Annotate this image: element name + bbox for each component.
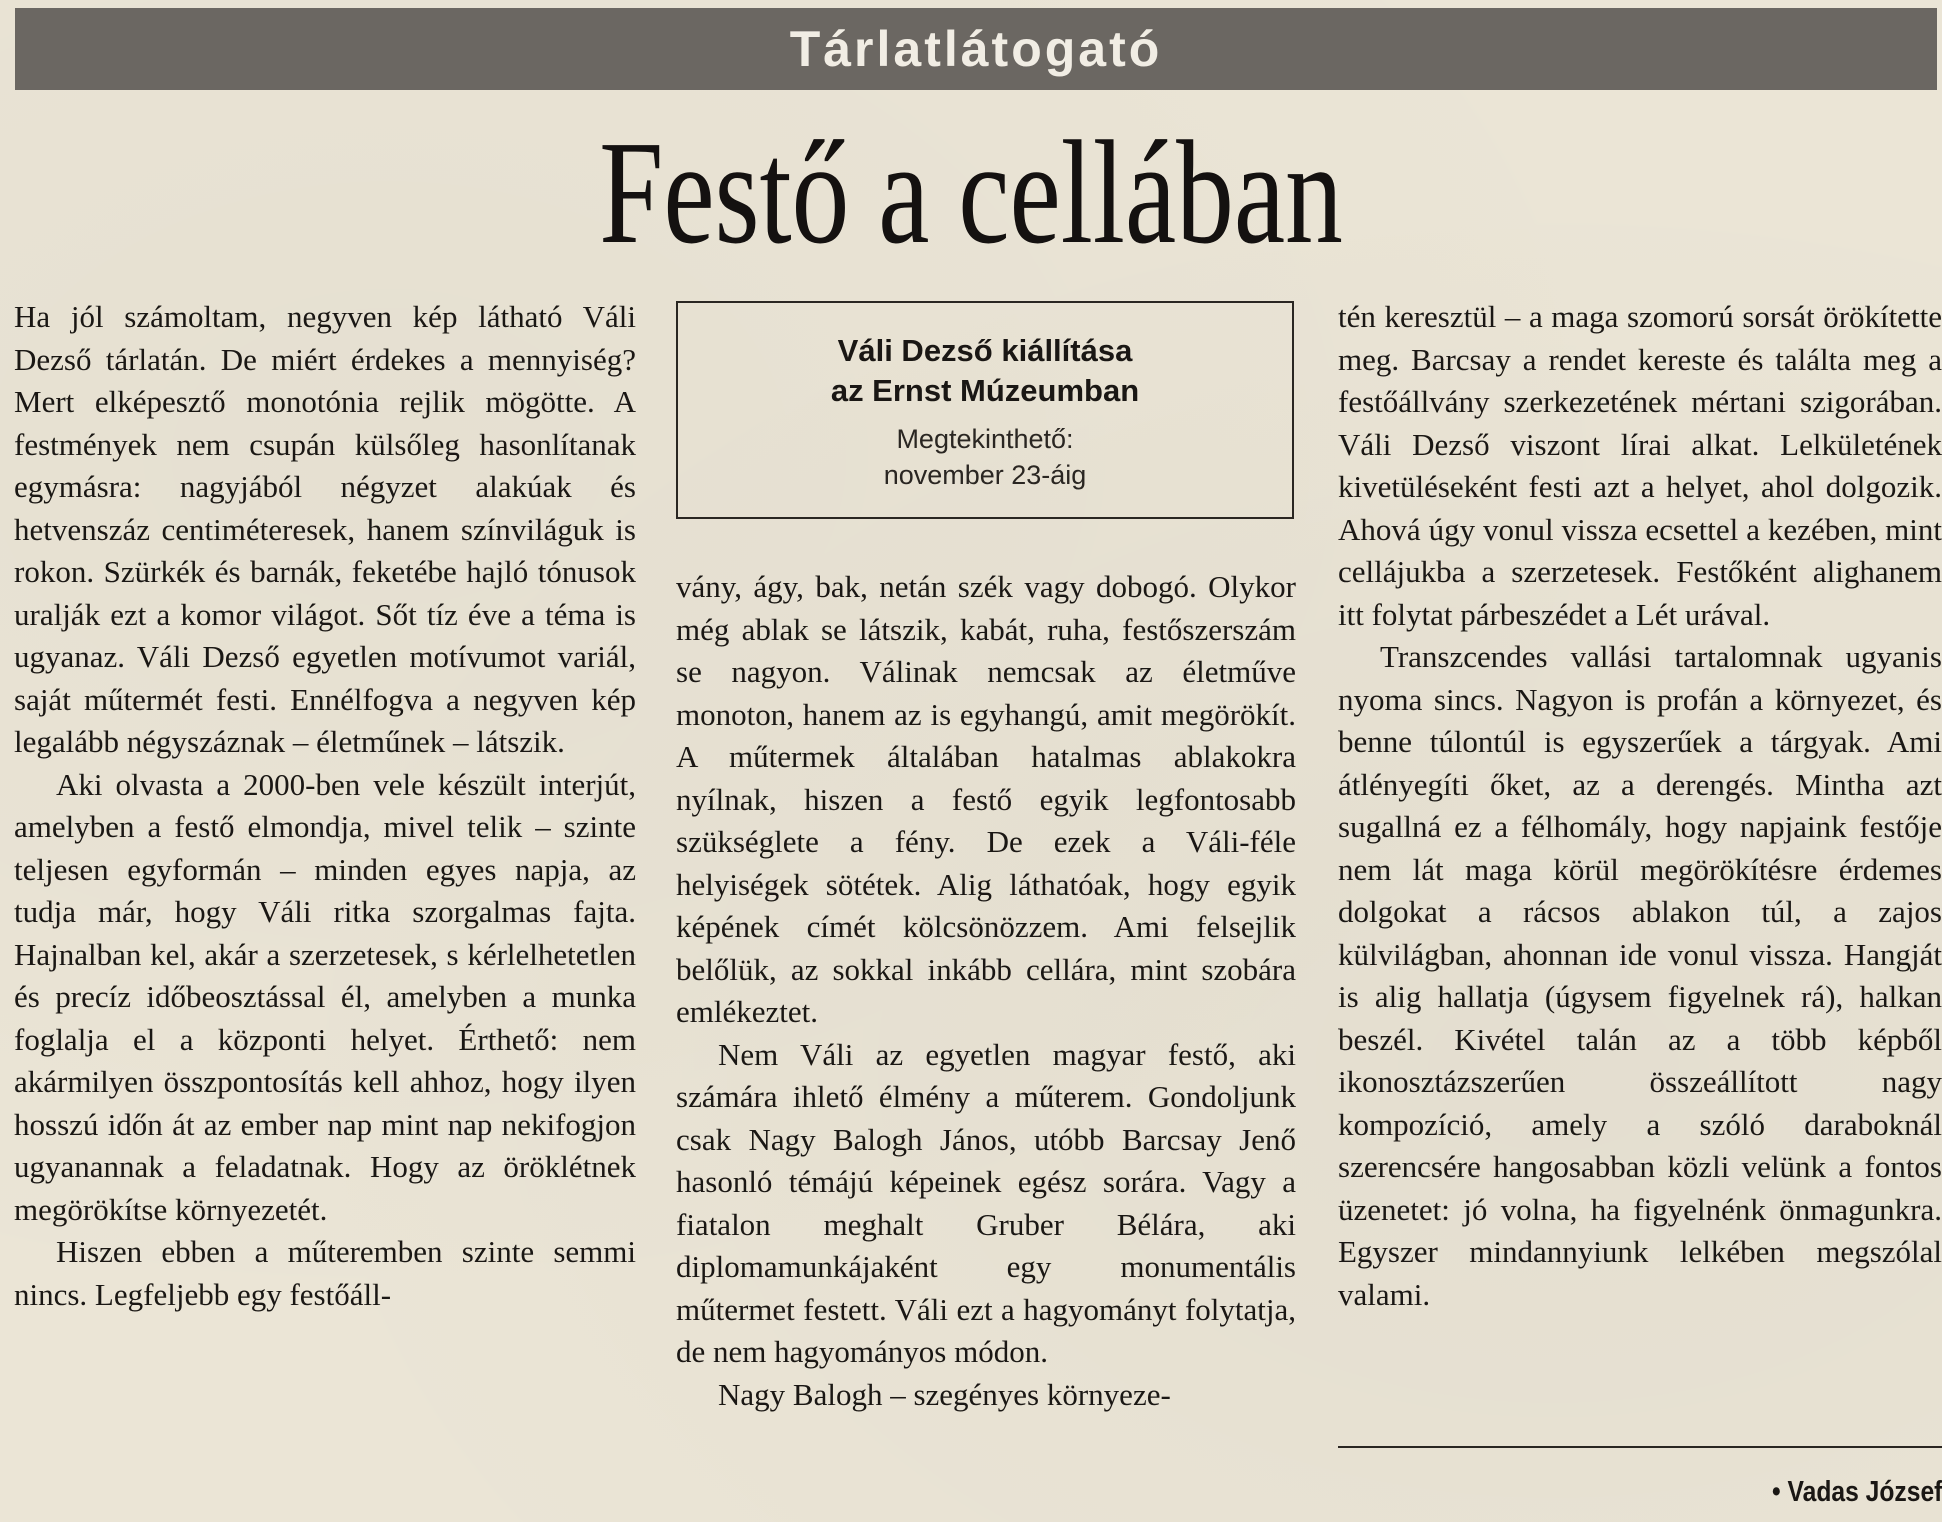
paragraph: Hiszen ebben a műteremben szinte semmi nincs. Legfeljebb egy festőáll-: [14, 1234, 636, 1312]
paragraph: vány, ágy, bak, netán szék vagy dobogó. Olykor még ablak se látszik, kabát, ruha, festőszerszám se nagyon. Válinak nemcsak az életműve monoton, hanem az is egyhangú, amit megörökít. A műtermek általában hatalmas ablakokra nyílnak, hiszen a festő egyik legfontosabb szükséglete a fény. De ezek a Váli-féle helyiségek sötétek. Alig láthatóak, hogy egyik képének címét kölcsönözzem. Ami felsejlik belőlük, az sokkal inkább cellára, mint szobára emlékeztet.: [676, 569, 1296, 1029]
info-box-dates: [678, 421, 1292, 493]
info-box-title-line: Váli Dezső kiállítása: [837, 333, 1133, 368]
paragraph: Aki olvasta a 2000-ben vele készült interjút, amelyben a festő elmondja, mivel telik – szinte teljesen egyformán – minden egyes napja, az tudja már, hogy Váli ritka szorgalmas fajta. Hajnalban kel, akár a szerzetesek, s kérlelhetetlen és precíz időbeosztással él, amelyben a munka foglalja el a központi helyet. Érthető: nem akármilyen összpontosítás kell ahhoz, hogy ilyen hosszú időn át az ember nap mint nap nekifogjon ugyanannak a feladatnak. Hogy az öröklétnek megörökítse környezetét.: [14, 766, 636, 1227]
paragraph: Ha jól számoltam, negyven kép látható Váli Dezső tárlatán. De miért érdekes a mennyiség? Mert elképesztő monotónia rejlik mögötte. A festmények nem csupán külsőleg hasonlítanak egymásra: nagyjából négyzet alakúak és hetvenszáz centiméteresek, hanem színviláguk is rokon. Szürkék és barnák, feketébe hajló tónusok uralják ezt a komor világot. Sőt tíz éve a téma is ugyanaz. Váli Dezső egyetlen motívumot variál, saját műtermét festi. Ennélfogva a negyven kép legalább négyszáznak – életműnek – látszik.: [14, 299, 636, 759]
section-banner: [15, 8, 1937, 90]
info-box-title-line: az Ernst Múzeumban: [830, 373, 1140, 408]
section-label: Tárlatlátogató: [789, 21, 1163, 77]
paragraph: Nagy Balogh – szegényes környeze-: [718, 1376, 1171, 1412]
paragraph: tén keresztül – a maga szomorú sorsát örökítette meg. Barcsay a rendet kereste és találta meg a festőállvány szerkezetének mértani szigorában. Váli Dezső viszont lírai alkat. Lelkületének kivetüléseként festi azt a helyet, ahol dolgozik. Ahová úgy vonul vissza ecsettel a kezében, mint cellájukba a szerzetesek. Festőként alighanem itt folytat párbeszédet a Lét urával.: [1338, 299, 1942, 632]
paragraph: Transzcendes vallási tartalomnak ugyanis nyoma sincs. Nagyon is profán a környezet, és benne túlontúl is egyszerűek a tárgyak. Ami átlényegíti őket, az a derengés. Mintha azt sugallná ez a félhomály, hogy napjaink festője nem lát maga körül megörökítésre érdemes dolgokat a rácsos ablakon túl, a zajos külvilágban, ahonnan ide vonul vissza. Hangját is alig hallatja (úgysem figyelnek rá), halkan beszél. Kivétel talán az a több képből ikonosztázszerűen összeállított nagy kompozíció, amely a szóló daraboknál szerencsére hangosabban közli velünk a fontos üzenetet: jó volna, ha figyelnénk önmagunkra. Egyszer mindannyiunk lelkében megszólal valami.: [1338, 639, 1942, 1312]
info-box-sub-line: Megtekinthető:: [896, 424, 1074, 454]
exhibition-info-box: [676, 301, 1294, 519]
info-box-title: [678, 331, 1292, 411]
author-byline: • Vadas József: [1771, 1476, 1942, 1508]
article-column-1: [14, 296, 636, 1316]
author-divider: [1338, 1446, 1942, 1448]
article-column-3: [1338, 296, 1942, 1316]
article-headline: Festő a cellában: [599, 111, 1343, 275]
paragraph: Nem Váli az egyetlen magyar festő, aki számára ihlető élmény a műterem. Gondoljunk csak Nagy Balogh János, utóbb Barcsay Jenő hasonló témájú képeinek egész sorára. Vagy a fiatalon meghalt Gruber Bélára, aki diplomamunkájaként egy monumentális műtermet festett. Váli ezt a hagyományt folytatja, de nem hagyományos módon.: [676, 1036, 1296, 1369]
info-box-sub-line: november 23-áig: [883, 460, 1087, 490]
article-column-2: [676, 566, 1296, 1416]
